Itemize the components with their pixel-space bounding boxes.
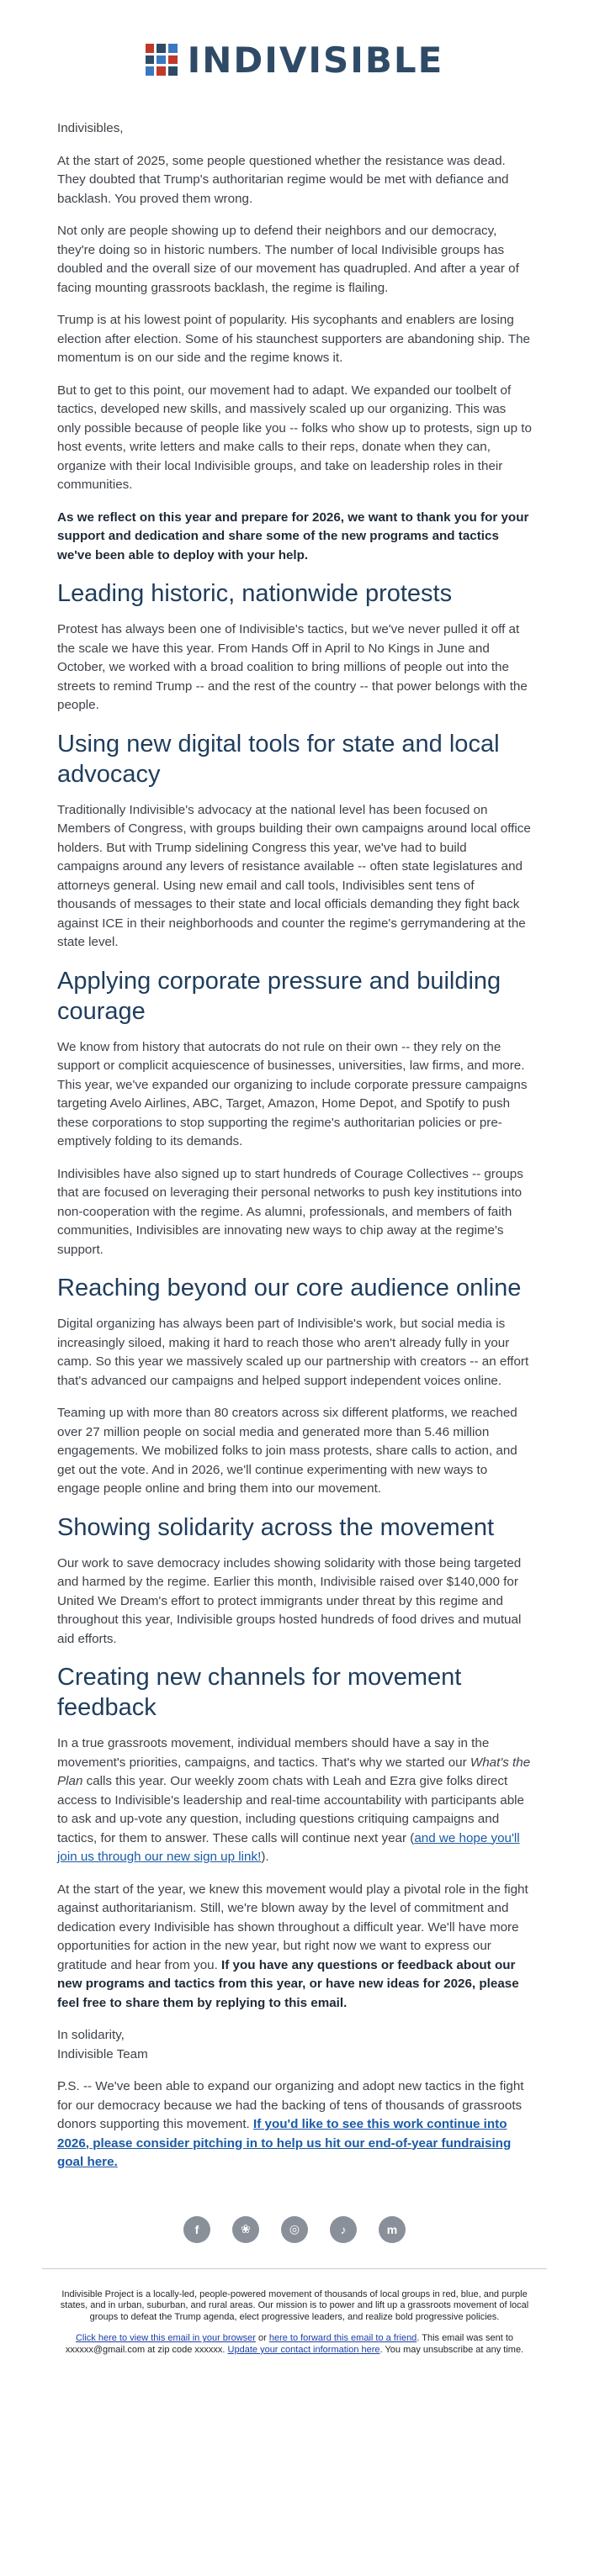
postscript: P.S. -- We've been able to expand our organizing and adopt new tactics in the fight for our democracy because we had the backing of tens of thousands of grassroots donors supporting this movement. If you'd like to see this work continue into 2026, please consider pitching in to help us hit our end-of-year fundraising goal here. — [57, 2079, 524, 2169]
email-header — [0, 0, 589, 119]
section-heading: Applying corporate pressure and building courage — [57, 967, 501, 1025]
email-footer — [0, 2269, 589, 2357]
section-paragraph: Protest has always been one of Indivisible's tactics, but we've never pulled it off at the scale we have this year. From Hands Off in April to No Kings in June and October, we worked with a broad coalition to bring millions of people out into the streets to remind Trump -- and the rest of the country -- that power belongs with the people. — [57, 622, 528, 712]
greeting: Indivisibles, — [57, 121, 124, 135]
section-paragraph: We know from history that autocrats do not rule on their own -- they rely on the support or complicit acquiescence of businesses, universities, law firms, and more. This year, we've expanded our organizing to include corporate pressure campaigns targeting Avelo Airlines, ABC, Target, Amazon, Home Depot, and Spotify to push these corporations to stop supporting the regime's authoritarian policies or pre-emptively folding to its demands. — [57, 1039, 528, 1148]
logo-mark-icon — [146, 44, 178, 76]
letter-body — [0, 119, 589, 2172]
section-heading: Reaching beyond our core audience online — [57, 1275, 522, 1301]
indivisible-logo[interactable] — [146, 40, 444, 81]
forward-email-link[interactable]: here to forward this email to a friend — [268, 2333, 417, 2344]
update-contact-link[interactable]: Update your contact information here — [227, 2344, 380, 2355]
section-paragraph: Traditionally Indivisible's advocacy at the national level has been focused on Members of Congress, with groups building their own campaigns around local office holders. But with Trump sidelining Congress this year, we've had to build campaigns around any levers of resistance available -- often state legislatures and attorneys general. Using new email and call tools, Indivisibles sent tens of thousands of messages to their state and local officials demanding they fight back against ICE in their neighborhoods and counter the regime's gerrymandering at the state level. — [57, 802, 531, 949]
section-paragraph: Digital organizing has always been part of Indivisible's work, but social media is increasingly siloed, making it hard to reach those who aren't already fully in your camp. So this year we massively scaled up our partnership with creators -- an effort that's advanced our campaigns and helped support independent voices online. — [57, 1317, 529, 1388]
section-heading: Using new digital tools for state and local advocacy — [57, 730, 500, 788]
mastodon-icon[interactable]: m — [379, 2216, 406, 2243]
footer-about: Indivisible Project is a locally-led, people-powered movement of thousands of local groups in red, blue, and purple states, and in urban, suburban, and rural areas. Our mission is to power and lift up a grassroots movement of local groups to defeat the Trump agenda, elect progressive leaders, and realize bold progressive policies. — [60, 2288, 529, 2322]
view-in-browser-link[interactable]: Click here to view this email in your browser — [75, 2333, 256, 2344]
intro-paragraph: Trump is at his lowest point of popularity. His sycophants and enablers are losing election after election. Some of his staunchest supporters are abandoning ship. The momentum is on our side and the regime knows it. — [57, 313, 531, 365]
instagram-icon[interactable]: ◎ — [281, 2216, 308, 2243]
social-links — [0, 2216, 589, 2243]
section-heading: Showing solidarity across the movement — [57, 1513, 495, 1541]
feedback-paragraph: At the start of the year, we knew this movement would play a pivotal role in the fight against authoritarianism. Still, we're blown away by the level of commitment and dedication every Indivisible has shown throughout a difficult year. We'll have more opportunities for action in the new year, but right now we want to express our gratitude and hear from you. If you have any questions or feedback about our new programs and tactics from this year, or have new ideas for 2026, please feel free to share them by replying to this email. — [57, 1882, 528, 2010]
intro-bold-paragraph: As we reflect on this year and prepare for 2026, we want to thank you for your support and dedication and share some of the new programs and tactics we've been able to deploy with your help. — [57, 509, 529, 562]
section-paragraph: Our work to save democracy includes showing solidarity with those being targeted and harmed by the regime. Earlier this month, Indivisible raised over $140,000 for United We Dream's effort to protect immigrants under threat by this regime and throughout this year, Indivisible groups hosted hundreds of food drives and mutual aid efforts. — [57, 1555, 522, 1646]
tiktok-icon[interactable]: ♪ — [330, 2216, 357, 2243]
footer-links: Click here to view this email in your browser or here to forward this email to a friend. This email was sent to xxxxxx@gmail.com at zip code xxxxxx. Update your contact information here. You may unsubscribe at any time. — [65, 2333, 524, 2355]
signoff: In solidarity, Indivisible Team — [57, 2028, 148, 2061]
bluesky-icon[interactable]: ❀ — [232, 2216, 259, 2243]
facebook-icon[interactable]: f — [183, 2216, 210, 2243]
section-heading: Leading historic, nationwide protests — [57, 580, 453, 607]
section-paragraph: Teaming up with more than 80 creators across six different platforms, we reached over 27 million people on social media and generated more than 5.46 million engagements. We mobilized folks to join mass protests, share calls to action, and get out the vote. And in 2026, we'll continue experimenting with new ways to engage people online and bring them into our movement. — [57, 1406, 517, 1496]
donate-link[interactable]: If you'd like to see this work continue into 2026, please consider pitching in to help us hit our end-of-year fundraising goal here. — [57, 2117, 512, 2169]
feedback-paragraph: In a true grassroots movement, individual members should have a say in the movement's priorities, campaigns, and tactics. That's why we started our What's the Plan calls this year. Our weekly zoom chats with Leah and Ezra give folks direct access to Indivisible's leadership and real-time accountability with participants able to ask and up-vote any question, including questions critiquing campaigns and tactics, for them to answer. These calls will continue next year (and we hope you'll join us through our new sign up link!). — [57, 1736, 531, 1864]
logo-wordmark: INDIVISIBLE — [187, 39, 444, 81]
intro-paragraph: At the start of 2025, some people questioned whether the resistance was dead. They doubted that Trump's authoritarian regime would be met with defiance and backlash. You proved them wrong. — [57, 153, 509, 206]
intro-paragraph: But to get to this point, our movement had to adapt. We expanded our toolbelt of tactics, developed new skills, and massively scaled up our organizing. This was only possible because of people like you -- folks who show up to protests, sign up to host events, write letters and make calls to their reps, donate when they can, organize with their local Indivisible groups, and take on leadership roles in their communities. — [57, 383, 532, 492]
section-heading: Creating new channels for movement feedback — [57, 1664, 462, 1721]
intro-paragraph: Not only are people showing up to defend their neighbors and our democracy, they're doing so in historic numbers. The number of local Indivisible groups has doubled and the overall size of our movement has quadrupled. And after a year of facing mounting grassroots backlash, the regime is flailing. — [57, 224, 519, 295]
sign-up-link[interactable]: and we hope you'll join us through our new sign up link! — [57, 1830, 520, 1864]
section-paragraph: Indivisibles have also signed up to start hundreds of Courage Collectives -- groups that are focused on leveraging their personal networks to push key institutions into non-cooperation with the regime. As alumni, professionals, and members of faith communities, Indivisibles are innovating new ways to chip away at the regime's support. — [57, 1166, 523, 1257]
